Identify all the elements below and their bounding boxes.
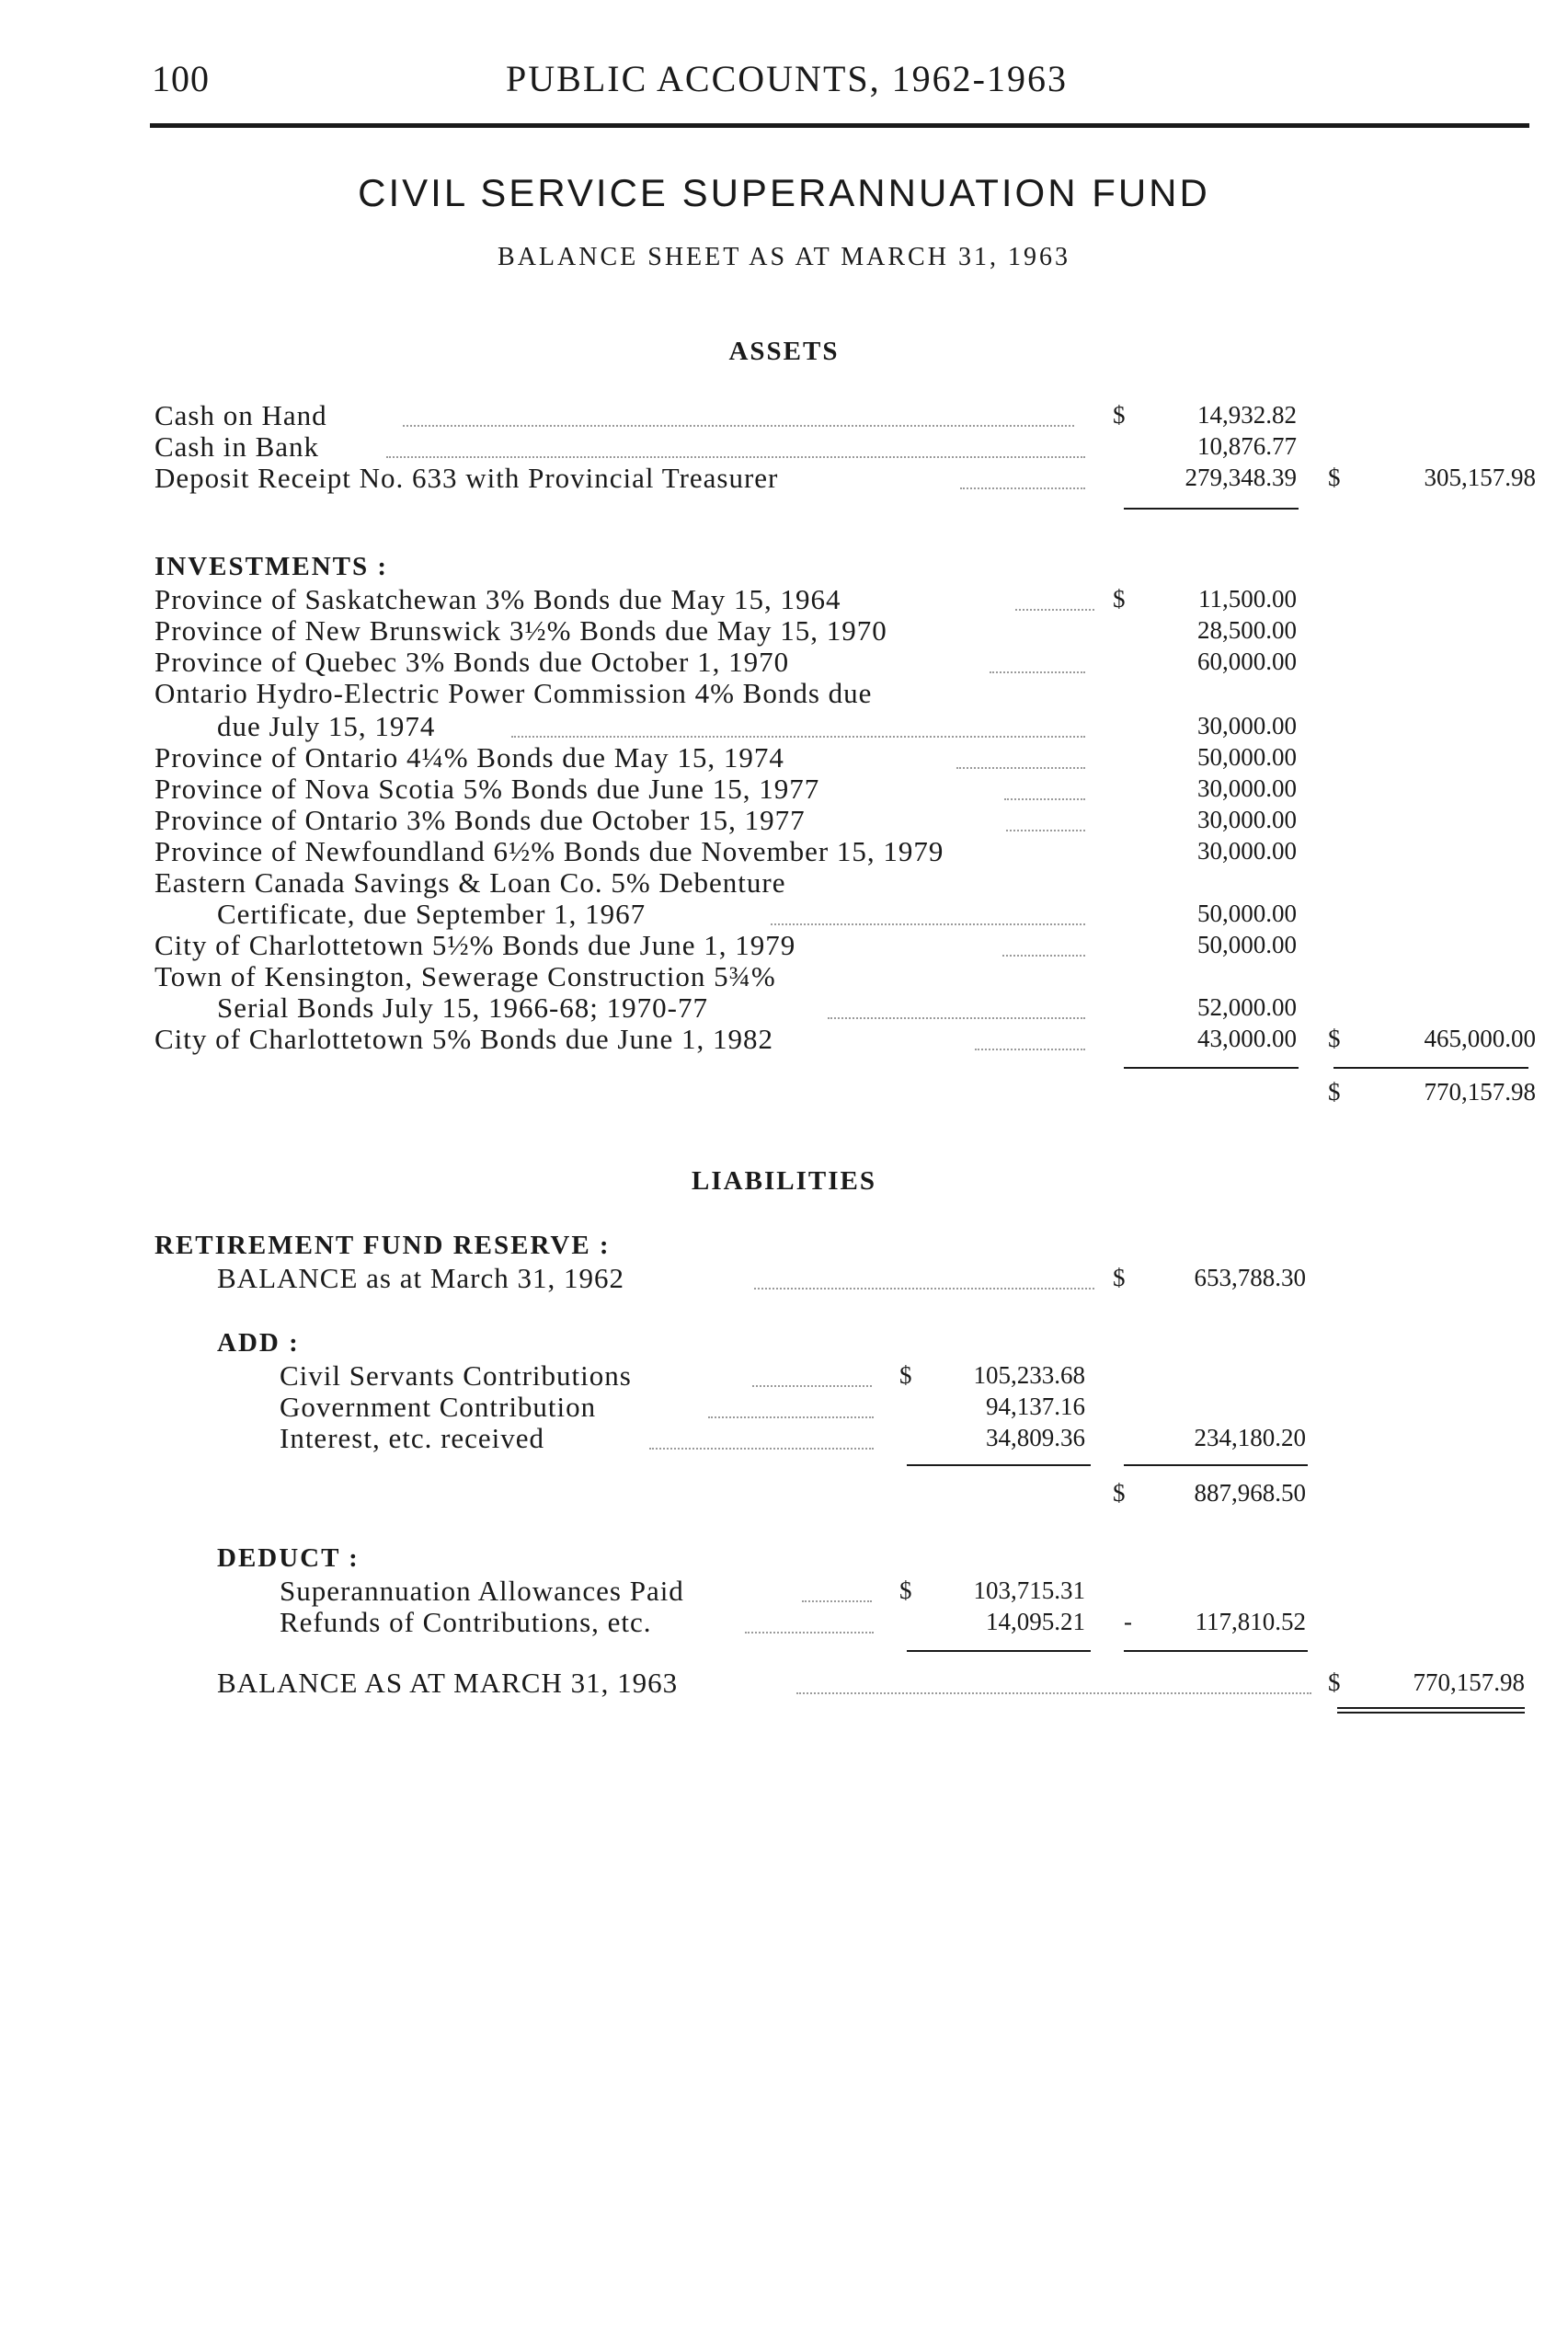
investment-amount: 43,000.00: [1197, 1025, 1297, 1052]
assets-total-currency: $: [1328, 1078, 1341, 1106]
deduct-item-label: Refunds of Contributions, etc.: [280, 1606, 652, 1638]
subtotal-rule: [1333, 1067, 1528, 1069]
investment-amount: 30,000.00: [1197, 774, 1297, 802]
investment-amount: 50,000.00: [1197, 900, 1297, 927]
leader-dots: [1002, 955, 1085, 957]
document-subtitle: BALANCE SHEET AS AT MARCH 31, 1963: [498, 243, 1070, 271]
investment-label: Province of Quebec 3% Bonds due October 1, 1970: [155, 646, 790, 678]
subtotal-rule: [1124, 508, 1299, 510]
leader-dots: [386, 456, 1085, 458]
investment-currency: $: [1113, 585, 1126, 613]
opening-balance-amount: 653,788.30: [1194, 1264, 1306, 1291]
leader-dots: [1004, 798, 1085, 800]
double-rule-bottom: [1337, 1712, 1525, 1714]
subtotal-currency: $: [1113, 1479, 1126, 1507]
leader-dots: [796, 1692, 1311, 1694]
investment-label: Province of Nova Scotia 5% Bonds due June 15, 1977: [155, 773, 820, 805]
subtotal-rule: [907, 1650, 1091, 1652]
leader-dots: [649, 1448, 874, 1450]
leader-dots: [708, 1416, 874, 1418]
leader-dots: [802, 1600, 872, 1602]
investment-label: Province of Saskatchewan 3% Bonds due May 15, 1964: [155, 583, 841, 615]
reserve-heading: RETIREMENT FUND RESERVE :: [155, 1231, 611, 1260]
investment-amount: 52,000.00: [1197, 993, 1297, 1021]
deduct-item-currency: $: [899, 1576, 912, 1604]
deduct-total-amount: 117,810.52: [1195, 1608, 1306, 1635]
deposit-receipt-amount: 279,348.39: [1185, 464, 1297, 491]
investment-amount: 28,500.00: [1197, 616, 1297, 644]
subtotal-rule: [1124, 1650, 1308, 1652]
add-item-label: Civil Servants Contributions: [280, 1359, 632, 1392]
investments-total-currency: $: [1328, 1025, 1341, 1052]
investment-label-continued: Certificate, due September 1, 1967: [217, 898, 647, 930]
cash-in-bank-label: Cash in Bank: [155, 430, 320, 463]
leader-dots: [1015, 609, 1094, 611]
add-item-amount: 94,137.16: [986, 1393, 1085, 1420]
investment-label: Ontario Hydro-Electric Power Commission 4% Bonds due: [155, 677, 873, 709]
investments-heading: INVESTMENTS :: [155, 552, 389, 581]
leader-dots: [1006, 830, 1085, 831]
deduct-item-amount: 14,095.21: [986, 1608, 1085, 1635]
liabilities-heading: LIABILITIES: [692, 1166, 876, 1196]
subtotal-amount: 887,968.50: [1194, 1479, 1306, 1507]
deposit-receipt-label: Deposit Receipt No. 633 with Provincial Treasurer: [155, 462, 779, 494]
investment-label: Province of New Brunswick 3½% Bonds due May 15, 1970: [155, 614, 887, 647]
add-item-currency: $: [899, 1361, 912, 1389]
subtotal-rule: [907, 1464, 1091, 1466]
add-item-amount: 105,233.68: [973, 1361, 1085, 1389]
closing-balance-currency: $: [1328, 1668, 1341, 1696]
investment-label: Province of Ontario 4¼% Bonds due May 15, 1974: [155, 741, 784, 774]
leader-dots: [828, 1017, 1085, 1019]
deduct-sign: -: [1124, 1608, 1132, 1635]
investment-label: Province of Ontario 3% Bonds due October 15, 1977: [155, 804, 806, 836]
page-number: 100: [152, 58, 210, 99]
leader-dots: [990, 671, 1085, 673]
cash-total-currency: $: [1328, 464, 1341, 491]
cash-on-hand-label: Cash on Hand: [155, 399, 327, 431]
cash-in-bank-amount: 10,876.77: [1197, 432, 1297, 460]
header-rule: [150, 123, 1529, 128]
investment-amount: 11,500.00: [1198, 585, 1297, 613]
investment-label: Eastern Canada Savings & Loan Co. 5% Debenture: [155, 866, 786, 899]
assets-heading: ASSETS: [728, 337, 840, 366]
investment-label: Town of Kensington, Sewerage Construction 5¾%: [155, 960, 776, 992]
assets-total-amount: 770,157.98: [1424, 1078, 1536, 1106]
add-heading: ADD :: [217, 1328, 300, 1358]
deduct-item-label: Superannuation Allowances Paid: [280, 1575, 684, 1607]
double-rule-top: [1337, 1707, 1525, 1709]
leader-dots: [956, 767, 1085, 769]
cash-currency: $: [1113, 401, 1126, 429]
cash-on-hand-amount: 14,932.82: [1197, 401, 1297, 429]
investment-label: City of Charlottetown 5% Bonds due June 1, 1982: [155, 1023, 773, 1055]
investment-amount: 30,000.00: [1197, 712, 1297, 739]
opening-balance-label: BALANCE as at March 31, 1962: [217, 1262, 624, 1294]
investment-label-continued: Serial Bonds July 15, 1966-68; 1970-77: [217, 992, 708, 1024]
document-title: CIVIL SERVICE SUPERANNUATION FUND: [358, 171, 1210, 214]
investments-total-amount: 465,000.00: [1424, 1025, 1536, 1052]
leader-dots: [403, 425, 1074, 427]
add-item-label: Interest, etc. received: [280, 1422, 545, 1454]
deduct-item-amount: 103,715.31: [973, 1576, 1085, 1604]
add-item-label: Government Contribution: [280, 1391, 597, 1423]
leader-dots: [771, 923, 1085, 925]
investment-amount: 60,000.00: [1197, 648, 1297, 675]
add-item-amount: 34,809.36: [986, 1424, 1085, 1451]
closing-balance-label: BALANCE AS AT MARCH 31, 1963: [217, 1667, 679, 1699]
investment-amount: 30,000.00: [1197, 806, 1297, 833]
cash-total-amount: 305,157.98: [1424, 464, 1536, 491]
investment-amount: 30,000.00: [1197, 837, 1297, 865]
add-total-amount: 234,180.20: [1194, 1424, 1306, 1451]
opening-balance-currency: $: [1113, 1264, 1126, 1291]
subtotal-rule: [1124, 1067, 1299, 1069]
leader-dots: [960, 487, 1085, 489]
leader-dots: [745, 1632, 874, 1634]
investment-label: Province of Newfoundland 6½% Bonds due November 15, 1979: [155, 835, 944, 867]
investment-amount: 50,000.00: [1197, 743, 1297, 771]
leader-dots: [754, 1288, 1094, 1290]
investment-label-continued: due July 15, 1974: [217, 710, 436, 742]
leader-dots: [975, 1049, 1085, 1050]
investment-amount: 50,000.00: [1197, 931, 1297, 958]
subtotal-rule: [1124, 1464, 1308, 1466]
running-title: PUBLIC ACCOUNTS, 1962-1963: [506, 58, 1068, 99]
investment-label: City of Charlottetown 5½% Bonds due June 1, 1979: [155, 929, 796, 961]
leader-dots: [752, 1385, 872, 1387]
closing-balance-amount: 770,157.98: [1413, 1668, 1525, 1696]
leader-dots: [511, 736, 1085, 738]
deduct-heading: DEDUCT :: [217, 1543, 360, 1573]
